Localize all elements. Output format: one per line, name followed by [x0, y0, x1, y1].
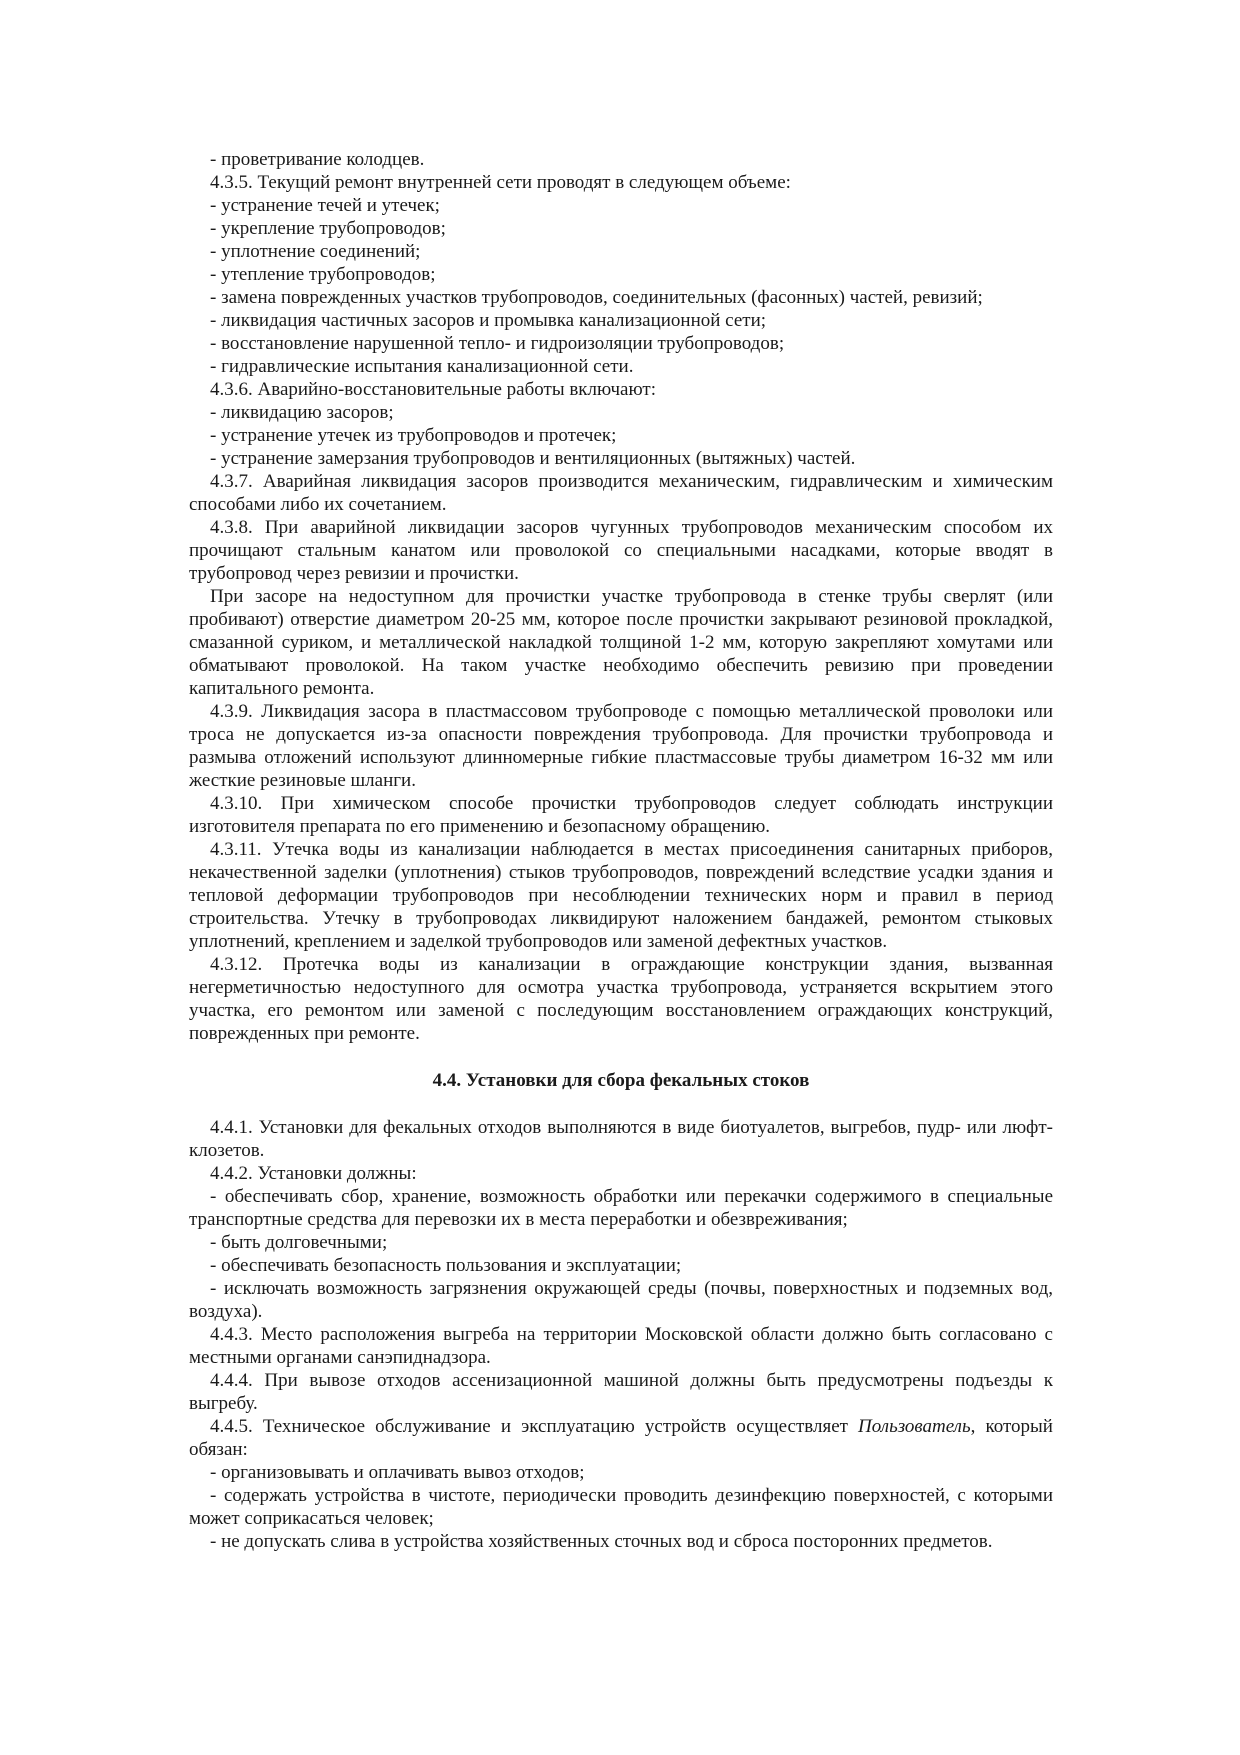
emphasis-text: Пользователь [858, 1416, 971, 1437]
paragraph: 4.3.11. Утечка воды из канализации наблюдается в местах присоединения санитарных приборов, некачественной заделки (уплотнения) стыков трубопроводов, повреждений вследствие усадки здания и тепловой деформации трубопроводов при несоблюдении технических норм и правил в период строительства. Утечку в трубопроводах ликвидируют наложением бандажей, ремонтом стыковых уплотнений, креплением и заделкой трубопроводов или заменой дефектных участков. [189, 839, 1053, 952]
paragraph: 4.4.1. Установки для фекальных отходов выполняются в виде биотуалетов, выгребов, пудр- или люфт-клозетов. [189, 1117, 1053, 1161]
list-item: - замена поврежденных участков трубопроводов, соединительных (фасонных) частей, ревизий; [210, 287, 983, 308]
list-item: - гидравлические испытания канализационной сети. [210, 356, 634, 377]
list-item: - ликвидацию засоров; [210, 402, 394, 423]
list-item: - содержать устройства в чистоте, периодически проводить дезинфекцию поверхностей, с которыми может соприкасаться человек; [189, 1485, 1053, 1529]
paragraph [189, 1415, 1053, 1461]
list-item: - ликвидация частичных засоров и промывка канализационной сети; [210, 310, 767, 331]
paragraph: 4.3.9. Ликвидация засора в пластмассовом трубопроводе с помощью металлической проволоки или троса не допускается из-за опасности повреждения трубопровода. Для прочистки трубопровода и размыва отложений используют длинномерные гибкие пластмассовые трубы диаметром 16-32 мм или жесткие резиновые шланги. [189, 701, 1053, 791]
paragraph: - проветривание колодцев. [210, 149, 425, 170]
document-page [189, 148, 1053, 1553]
list-item: - обеспечивать безопасность пользования и эксплуатации; [210, 1255, 682, 1276]
text-fragment: , который обязан: [189, 1416, 1053, 1460]
paragraph: 4.3.12. Протечка воды из канализации в ограждающие конструкции здания, вызванная негерметичностью недоступного для осмотра участка трубопровода, устраняется вскрытием этого участка, его ремонтом или заменой с последующим восстановлением ограждающих конструкций, поврежденных при ремонте. [189, 954, 1053, 1044]
list-item: - обеспечивать сбор, хранение, возможность обработки или перекачки содержимого в специальные транспортные средства для перевозки их в места переработки и обезвреживания; [189, 1186, 1053, 1230]
list-item: - не допускать слива в устройства хозяйственных сточных вод и сброса посторонних предметов. [210, 1531, 993, 1552]
paragraph: 4.3.6. Аварийно-восстановительные работы включают: [210, 379, 656, 400]
list-item: - укрепление трубопроводов; [210, 218, 446, 239]
list-item: - уплотнение соединений; [210, 241, 421, 262]
list-item: - исключать возможность загрязнения окружающей среды (почвы, поверхностных и подземных вод, воздуха). [189, 1278, 1053, 1322]
section-4-3-continued [189, 148, 1053, 1045]
paragraph: 4.3.7. Аварийная ликвидация засоров производится механическим, гидравлическим и химическим способами либо их сочетанием. [189, 471, 1053, 515]
paragraph: 4.4.2. Установки должны: [210, 1163, 417, 1184]
section-heading: 4.4. Установки для сбора фекальных стоков [432, 1070, 810, 1091]
section-4-4 [189, 1116, 1053, 1553]
text-fragment: 4.4.5. Техническое обслуживание и эксплуатацию устройств осуществляет [210, 1416, 859, 1437]
paragraph: 4.3.5. Текущий ремонт внутренней сети проводят в следующем объеме: [210, 172, 791, 193]
list-item: - организовывать и оплачивать вывоз отходов; [210, 1462, 585, 1483]
paragraph: 4.4.3. Место расположения выгреба на территории Московской области должно быть согласовано с местными органами санэпиднадзора. [189, 1324, 1053, 1368]
paragraph: 4.3.10. При химическом способе прочистки трубопроводов следует соблюдать инструкции изготовителя препарата по его применению и безопасному обращению. [189, 793, 1053, 837]
list-item: - утепление трубопроводов; [210, 264, 436, 285]
list-item: - устранение течей и утечек; [210, 195, 440, 216]
paragraph: 4.3.8. При аварийной ликвидации засоров чугунных трубопроводов механическим способом их прочищают стальным канатом или проволокой со специальными насадками, которые вводят в трубопровод через ревизии и прочистки. [189, 517, 1053, 584]
paragraph: При засоре на недоступном для прочистки участке трубопровода в стенке трубы сверлят (или пробивают) отверстие диаметром 20-25 мм, которое после прочистки закрывают резиновой прокладкой, смазанной суриком, и металлической накладкой толщиной 1-2 мм, которую закрепляют хомутами или обматывают проволокой. На таком участке необходимо обеспечить ревизию при проведении капитального ремонта. [189, 586, 1053, 699]
list-item: - быть долговечными; [210, 1232, 388, 1253]
list-item: - устранение замерзания трубопроводов и вентиляционных (вытяжных) частей. [210, 448, 856, 469]
paragraph: 4.4.4. При вывозе отходов ассенизационной машиной должны быть предусмотрены подъезды к выгребу. [189, 1370, 1053, 1414]
list-item: - устранение утечек из трубопроводов и протечек; [210, 425, 617, 446]
list-item: - восстановление нарушенной тепло- и гидроизоляции трубопроводов; [210, 333, 785, 354]
